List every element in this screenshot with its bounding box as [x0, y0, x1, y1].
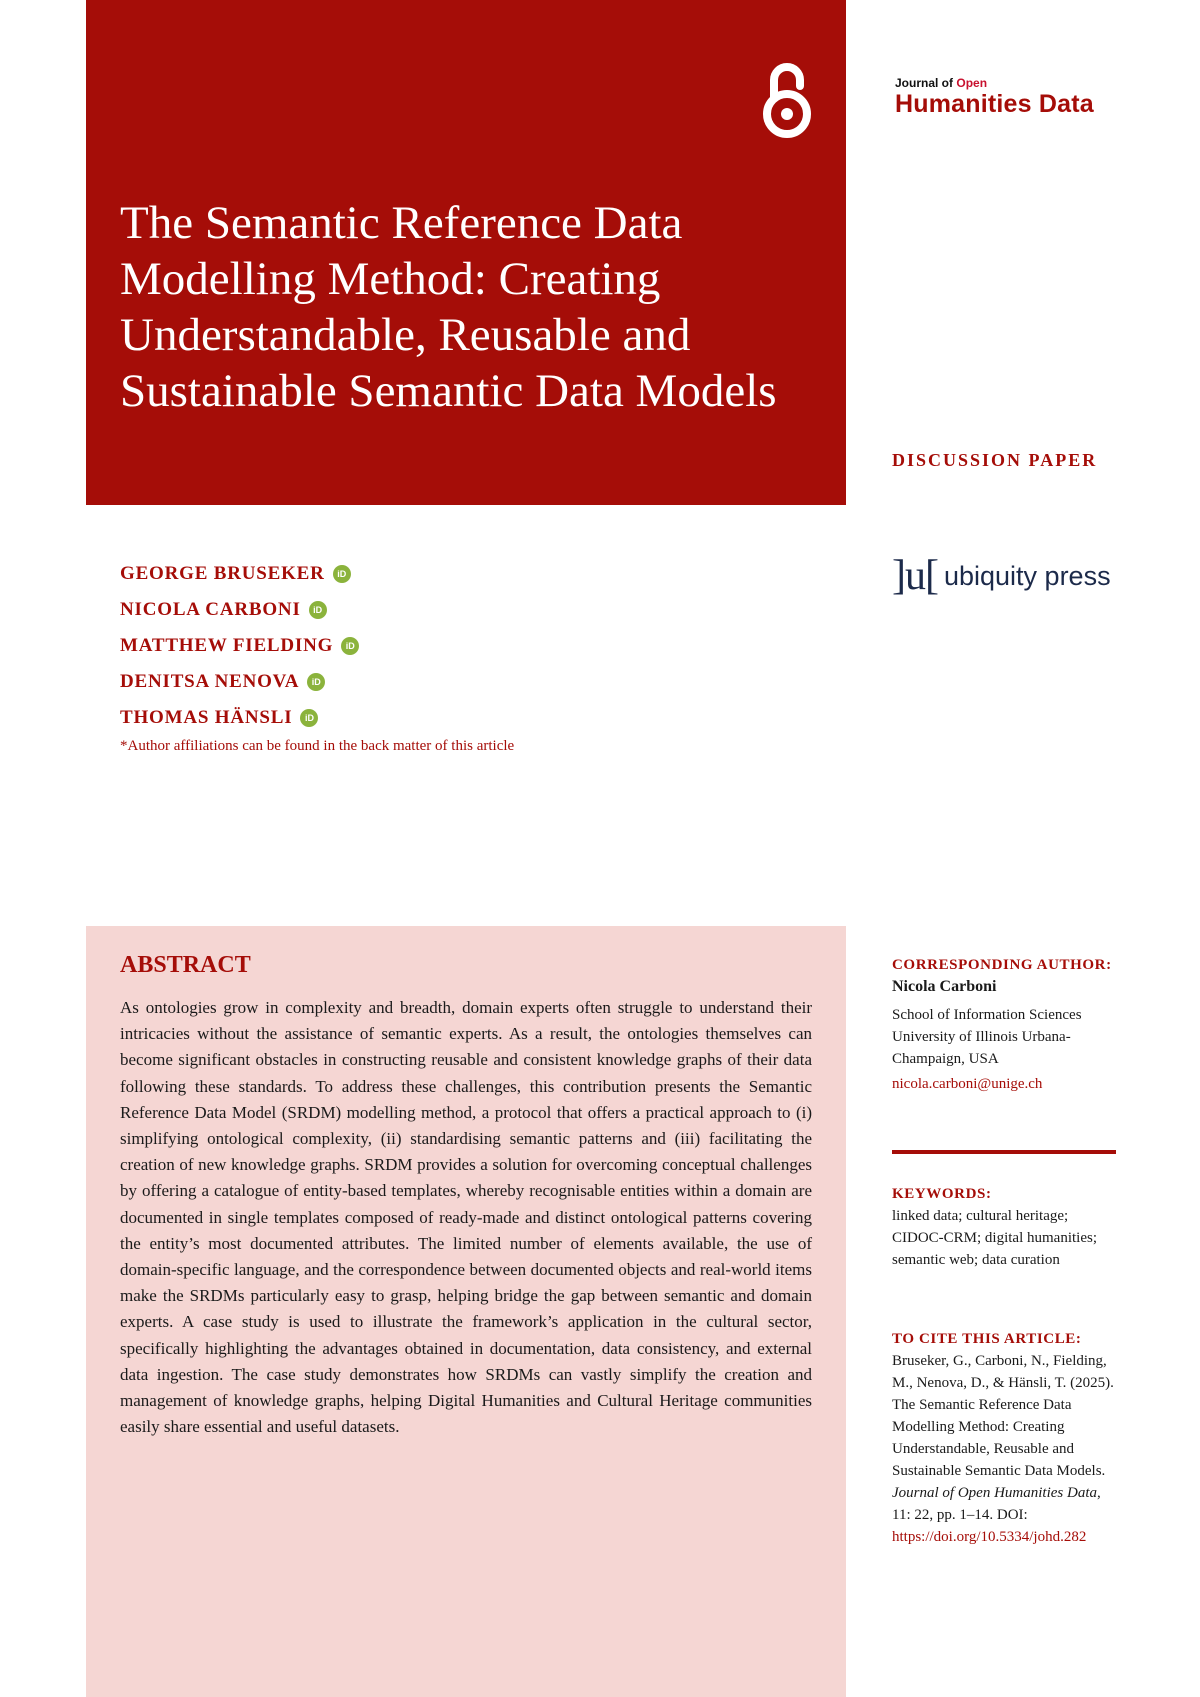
corresponding-author-name: Nicola Carboni	[892, 978, 997, 995]
orcid-icon[interactable]: iD	[307, 673, 325, 691]
journal-logo-top	[895, 76, 1094, 90]
author-name: GEORGE BRUSEKER	[120, 563, 325, 584]
citation-journal: Journal of Open Humanities Data	[892, 1485, 1097, 1501]
sidebar-divider	[892, 1150, 1116, 1154]
publisher-name: ubiquity press	[943, 560, 1111, 591]
author-item[interactable]	[120, 556, 359, 592]
corresponding-author-label: CORRESPONDING AUTHOR:	[892, 957, 1112, 973]
paper-type-label: DISCUSSION PAPER	[892, 450, 1098, 470]
keywords-label: KEYWORDS:	[892, 1186, 992, 1202]
abstract-heading: ABSTRACT	[120, 952, 251, 978]
journal-prefix: Journal of	[895, 76, 954, 90]
open-access-icon	[760, 58, 814, 140]
citation-text	[892, 1350, 1117, 1548]
publisher-logo[interactable]	[892, 553, 1111, 599]
abstract-text: As ontologies grow in complexity and breadth, domain experts often struggle to understand their intricacies without the assistance of semantic experts. As a result, the ontologies themselves can become significant obstacles in constructing reusable and consistent knowledge graphs of their data following these standards. To address these challenges, this contribution presents the Semantic Reference Data Model (SRDM) modelling method, a protocol that offers a practical approach to (i) simplifying ontological complexity, (ii) standardising semantic patterns and (iii) facilitating the creation of new knowledge graphs. SRDM provides a solution for overcoming conceptual challenges by offering a catalogue of entity-based templates, whereby recognisable entities within a domain are documented in single templates composed of ready-made and distinct ontological patterns covering the entity’s most documented attributes. The limited number of elements available, the use of domain-specific language, and the correspondence between documented objects and real-world items make the SRDMs particularly easy to grasp, helping bridge the gap between semantic and domain experts. A case study is used to illustrate the framework’s application in the cultural sector, specifically highlighting the advantages obtained in documentation, data consistency, and external data ingestion. The case study demonstrates how SRDMs can vastly simplify the creation and management of knowledge graphs, helping Digital Humanities and Cultural Heritage communities easily share essential and useful datasets.	[120, 998, 812, 1437]
citation-body: Bruseker, G., Carboni, N., Fielding, M., Nenova, D., & Hänsli, T. (2025). The Semantic Reference Data Modelling Method: Creating Understandable, Reusable and Sustainable Semantic Data Models.	[892, 1353, 1114, 1479]
corresponding-author-affiliation: School of Information Sciences University of Illinois Urbana-Champaign, USA	[892, 1007, 1082, 1067]
author-item[interactable]	[120, 700, 359, 736]
author-item[interactable]	[120, 592, 359, 628]
keywords-text: linked data; cultural heritage; CIDOC-CRM; digital humanities; semantic web; data curation	[892, 1208, 1097, 1268]
citation-section	[892, 1329, 1117, 1548]
journal-name: Humanities Data	[895, 90, 1094, 118]
journal-open: Open	[956, 76, 988, 90]
affiliation-note: *Author affiliations can be found in the back matter of this article	[120, 738, 515, 754]
keywords-section	[892, 1184, 1117, 1271]
publisher-mark: ]u[	[892, 553, 938, 599]
author-item[interactable]	[120, 664, 359, 700]
author-name: THOMAS HÄNSLI	[120, 707, 293, 728]
citation-label: TO CITE THIS ARTICLE:	[892, 1331, 1082, 1347]
author-list	[120, 556, 359, 736]
author-name: NICOLA CARBONI	[120, 599, 301, 620]
article-title: The Semantic Reference Data Modelling Method: Creating Understandable, Reusable and Sustainable Semantic Data Models	[120, 197, 777, 417]
corresponding-author-section	[892, 955, 1117, 1093]
author-item[interactable]	[120, 628, 359, 664]
author-name: MATTHEW FIELDING	[120, 635, 334, 656]
citation-doi-link[interactable]: https://doi.org/10.5334/johd.282	[892, 1529, 1087, 1545]
orcid-icon[interactable]: iD	[300, 709, 318, 727]
corresponding-author-email[interactable]: nicola.carboni@unige.ch	[892, 1076, 1043, 1092]
citation-volume: , 11: 22, pp. 1–14. DOI:	[892, 1485, 1101, 1523]
journal-logo[interactable]	[895, 76, 1094, 118]
author-name: DENITSA NENOVA	[120, 671, 300, 692]
orcid-icon[interactable]: iD	[309, 601, 327, 619]
orcid-icon[interactable]: iD	[341, 637, 359, 655]
orcid-icon[interactable]: iD	[333, 565, 351, 583]
